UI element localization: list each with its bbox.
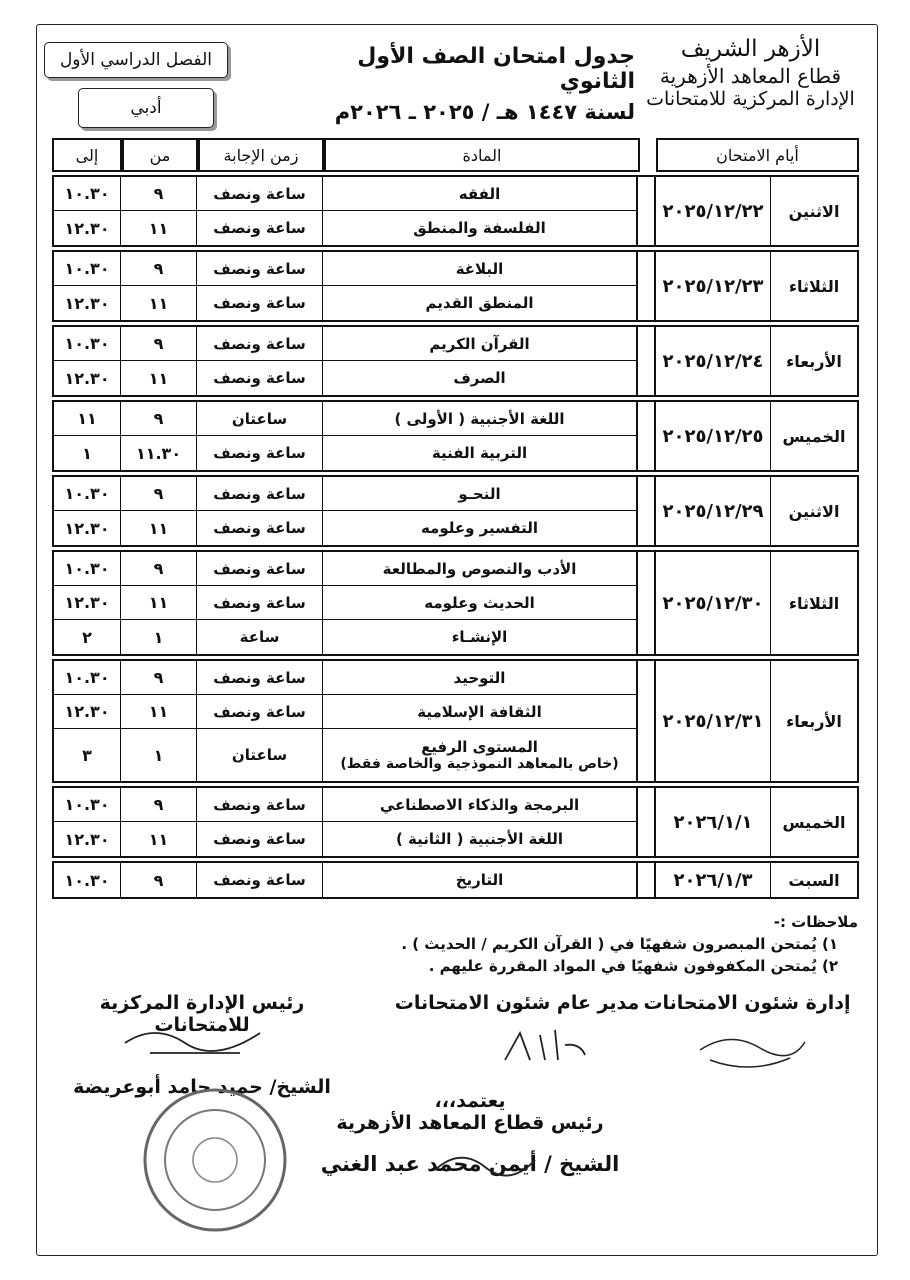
subject-name: التربية الفنية	[431, 444, 528, 462]
subject-rows	[54, 552, 638, 654]
day-cell: الخميس	[770, 402, 857, 470]
day-group	[52, 475, 859, 547]
subject-name: الصرف	[453, 369, 506, 387]
subject-cell	[322, 327, 638, 360]
subject-cell	[322, 661, 638, 694]
approval-label: يعتمد،،،	[434, 1090, 506, 1112]
column-gap	[638, 477, 654, 545]
duration-cell: ساعة ونصف	[196, 863, 322, 897]
table-row	[54, 695, 638, 729]
subject-rows	[54, 402, 638, 470]
day-group	[52, 400, 859, 472]
subject-note: (خاص بالمعاهد النموذجية والخاصة فقط)	[340, 756, 619, 772]
table-row	[54, 586, 638, 620]
duration-cell: ساعة ونصف	[196, 361, 322, 395]
date-cell: ٢٠٢٥/١٢/٢٩	[654, 477, 770, 545]
table-row	[54, 361, 638, 395]
academic-year: لسنة ١٤٤٧ هـ / ٢٠٢٥ ـ ٢٠٢٦م	[334, 100, 635, 124]
subject-cell	[322, 552, 638, 585]
column-gap	[638, 863, 654, 897]
subject-name: الإنشـاء	[451, 628, 508, 646]
header-duration: زمن الإجابة	[198, 138, 324, 172]
to-cell: ١	[82, 443, 92, 463]
day-group	[52, 786, 859, 858]
to-cell: ٢	[82, 627, 92, 647]
to-cell: ١٠.٣٠	[64, 795, 110, 814]
subject-cell	[322, 177, 638, 210]
duration-cell: ساعة ونصف	[196, 511, 322, 545]
table-row	[54, 252, 638, 286]
from-cell: ٩	[120, 402, 196, 435]
subject-name: البرمجة والذكاء الاصطناعي	[379, 795, 580, 814]
column-gap	[638, 552, 654, 654]
subject-cell	[322, 361, 638, 395]
day-group	[52, 659, 859, 783]
subject-name: الثقافة الإسلامية	[417, 702, 542, 721]
from-cell: ٩	[120, 788, 196, 821]
day-cell: الاثنين	[770, 477, 857, 545]
duration-cell: ساعة ونصف	[196, 788, 322, 821]
date-cell: ٢٠٢٥/١٢/٢٥	[654, 402, 770, 470]
subject-rows	[54, 252, 638, 320]
column-gap	[638, 661, 654, 781]
from-cell: ١١	[120, 695, 196, 728]
subject-name: البلاغة	[455, 259, 504, 278]
subject-rows	[54, 477, 638, 545]
duration-cell: ساعة ونصف	[196, 822, 322, 856]
duration-cell: ساعتان	[196, 402, 322, 435]
to-cell: ١٠.٣٠	[64, 334, 110, 353]
exam-schedule-table	[52, 138, 859, 902]
official-seal	[140, 1085, 290, 1235]
org-line-1: الأزهر الشريف	[680, 36, 821, 62]
header-to: إلى	[52, 138, 122, 172]
day-cell: الأربعاء	[770, 661, 857, 781]
note-item: ١) يُمتحن المبصرون شفهيًا في ( القرآن الكريم / الحديث ) .	[401, 934, 838, 953]
to-cell: ١٢.٣٠	[64, 218, 110, 238]
table-row	[54, 436, 638, 470]
day-cell: الاثنين	[770, 177, 857, 245]
subject-cell	[322, 436, 638, 470]
day-group	[52, 175, 859, 247]
document-title: جدول امتحان الصف الأول الثانوي	[357, 44, 635, 94]
to-cell: ١٢.٣٠	[64, 593, 110, 612]
date-cell: ٢٠٢٦/١/٣	[654, 863, 770, 897]
table-row	[54, 661, 638, 695]
signature-name: الشيخ/ حميد حامد أبوعريضة	[73, 1076, 331, 1098]
to-cell: ١٠.٣٠	[64, 484, 110, 503]
duration-cell: ساعة	[196, 620, 322, 654]
column-gap	[638, 327, 654, 395]
column-gap	[638, 252, 654, 320]
to-cell: ٣	[82, 745, 92, 765]
signature-title: إدارة شئون الامتحانات	[643, 992, 851, 1014]
track-badge	[78, 88, 214, 128]
table-row	[54, 788, 638, 822]
date-cell: ٢٠٢٦/١/١	[654, 788, 770, 856]
subject-cell	[322, 620, 638, 654]
subject-name: القرآن الكريم	[429, 334, 530, 353]
table-row	[54, 620, 638, 654]
subject-cell	[322, 402, 638, 435]
duration-cell: ساعة ونصف	[196, 252, 322, 285]
day-blocks	[52, 175, 859, 899]
day-cell: السبت	[770, 863, 857, 897]
from-cell: ١١	[120, 286, 196, 320]
from-cell: ١	[120, 620, 196, 654]
table-row	[54, 177, 638, 211]
from-cell: ٩	[120, 477, 196, 510]
signature-name: الشيخ / أيمن محمد عبد الغني	[320, 1152, 620, 1176]
to-cell: ١٠.٣٠	[64, 259, 110, 278]
subject-rows	[54, 788, 638, 856]
table-header	[52, 138, 859, 172]
duration-cell: ساعة ونصف	[196, 586, 322, 619]
from-cell: ١١	[120, 361, 196, 395]
day-cell: الأربعاء	[770, 327, 857, 395]
header-subject: المادة	[324, 138, 640, 172]
document-title-block	[275, 44, 635, 124]
subject-cell	[322, 863, 638, 897]
table-row	[54, 511, 638, 545]
header-from: من	[122, 138, 198, 172]
handwritten-signature	[120, 1018, 270, 1063]
to-cell: ١٠.٣٠	[64, 559, 110, 578]
to-cell: ١٢.٣٠	[64, 829, 110, 849]
signature-general-manager	[372, 992, 662, 1014]
subject-cell	[322, 586, 638, 619]
to-cell: ١١	[77, 409, 97, 428]
org-line-3: الإدارة المركزية للامتحانات	[646, 87, 855, 110]
note-item: ٢) يُمتحن المكفوفون شفهيًا في المواد المقررة عليهم .	[428, 956, 838, 975]
signature-title: مدير عام شئون الامتحانات	[394, 992, 640, 1014]
from-cell: ٩	[120, 661, 196, 694]
from-cell: ٩	[120, 252, 196, 285]
duration-cell: ساعة ونصف	[196, 477, 322, 510]
table-row	[54, 286, 638, 320]
to-cell: ١٢.٣٠	[64, 702, 110, 721]
table-row	[54, 327, 638, 361]
org-line-2: قطاع المعاهد الأزهرية	[659, 63, 842, 88]
day-group	[52, 325, 859, 397]
duration-cell: ساعة ونصف	[196, 436, 322, 470]
day-group	[52, 250, 859, 322]
from-cell: ٩	[120, 552, 196, 585]
subject-cell	[322, 695, 638, 728]
from-cell: ١	[120, 729, 196, 781]
track-label: أدبي	[130, 98, 162, 118]
to-cell: ١٢.٣٠	[64, 368, 110, 388]
subject-name: التاريخ	[455, 871, 504, 889]
subject-rows	[54, 177, 638, 245]
notes-heading: ملاحظات :-	[773, 913, 858, 931]
organization-header	[643, 36, 858, 110]
notes-section	[58, 912, 858, 977]
subject-cell	[322, 211, 638, 245]
date-cell: ٢٠٢٥/١٢/٣٠	[654, 552, 770, 654]
column-gap	[638, 177, 654, 245]
subject-rows	[54, 863, 638, 897]
duration-cell: ساعة ونصف	[196, 661, 322, 694]
subject-name: اللغة الأجنبية ( الثانية )	[395, 830, 564, 848]
handwritten-signature	[500, 1025, 590, 1065]
date-cell: ٢٠٢٥/١٢/٣١	[654, 661, 770, 781]
table-row	[54, 729, 638, 781]
from-cell: ١١.٣٠	[120, 436, 196, 470]
column-gap	[638, 788, 654, 856]
subject-rows	[54, 327, 638, 395]
to-cell: ١٢.٣٠	[64, 293, 110, 313]
date-cell: ٢٠٢٥/١٢/٢٣	[654, 252, 770, 320]
subject-name: التفسير وعلومه	[420, 519, 539, 537]
subject-cell	[322, 788, 638, 821]
from-cell: ١١	[120, 586, 196, 619]
handwritten-signature	[430, 1142, 540, 1177]
subject-cell	[322, 511, 638, 545]
subject-cell	[322, 729, 638, 781]
from-cell: ١١	[120, 211, 196, 245]
table-row	[54, 822, 638, 856]
handwritten-signature	[690, 1020, 810, 1075]
subject-name: الأدب والنصوص والمطالعة	[382, 559, 577, 578]
duration-cell: ساعة ونصف	[196, 177, 322, 210]
term-label: الفصل الدراسي الأول	[59, 50, 213, 70]
date-cell: ٢٠٢٥/١٢/٢٢	[654, 177, 770, 245]
duration-cell: ساعة ونصف	[196, 286, 322, 320]
signature-title: رئيس الإدارة المركزية للامتحانات	[99, 992, 305, 1036]
signature-exam-affairs	[632, 992, 862, 1014]
from-cell: ١١	[120, 822, 196, 856]
to-cell: ١٠.٣٠	[64, 870, 110, 890]
subject-cell	[322, 822, 638, 856]
from-cell: ١١	[120, 511, 196, 545]
term-badge	[44, 42, 228, 78]
table-row	[54, 211, 638, 245]
subject-name: الفقه	[458, 184, 501, 203]
signature-title: رئيس قطاع المعاهد الأزهرية	[336, 1112, 604, 1134]
from-cell: ٩	[120, 327, 196, 360]
from-cell: ٩	[120, 177, 196, 210]
subject-rows	[54, 661, 638, 781]
day-group	[52, 550, 859, 656]
to-cell: ١٠.٣٠	[64, 668, 110, 687]
day-cell: الخميس	[770, 788, 857, 856]
column-gap	[638, 402, 654, 470]
subject-name: المنطق القديم	[425, 294, 534, 312]
date-cell: ٢٠٢٥/١٢/٢٤	[654, 327, 770, 395]
subject-name: الحديث وعلومه	[424, 593, 535, 612]
day-cell: الثلاثاء	[770, 252, 857, 320]
from-cell: ٩	[120, 863, 196, 897]
subject-cell	[322, 477, 638, 510]
table-row	[54, 552, 638, 586]
subject-name: النحـو	[458, 484, 501, 503]
table-row	[54, 477, 638, 511]
subject-name: المستوى الرفيع	[421, 738, 538, 756]
to-cell: ١٠.٣٠	[64, 184, 110, 203]
header-exam-days: أيام الامتحان	[656, 138, 859, 172]
to-cell: ١٢.٣٠	[64, 518, 110, 538]
subject-name: التوحيد	[453, 668, 506, 687]
subject-cell	[322, 286, 638, 320]
table-row	[54, 863, 638, 897]
duration-cell: ساعة ونصف	[196, 695, 322, 728]
duration-cell: ساعة ونصف	[196, 552, 322, 585]
day-group	[52, 861, 859, 899]
day-cell: الثلاثاء	[770, 552, 857, 654]
duration-cell: ساعة ونصف	[196, 211, 322, 245]
table-row	[54, 402, 638, 436]
duration-cell: ساعة ونصف	[196, 327, 322, 360]
subject-cell	[322, 252, 638, 285]
duration-cell: ساعتان	[196, 729, 322, 781]
subject-name: الفلسفة والمنطق	[413, 219, 546, 237]
subject-name: اللغة الأجنبية ( الأولى )	[394, 409, 565, 428]
